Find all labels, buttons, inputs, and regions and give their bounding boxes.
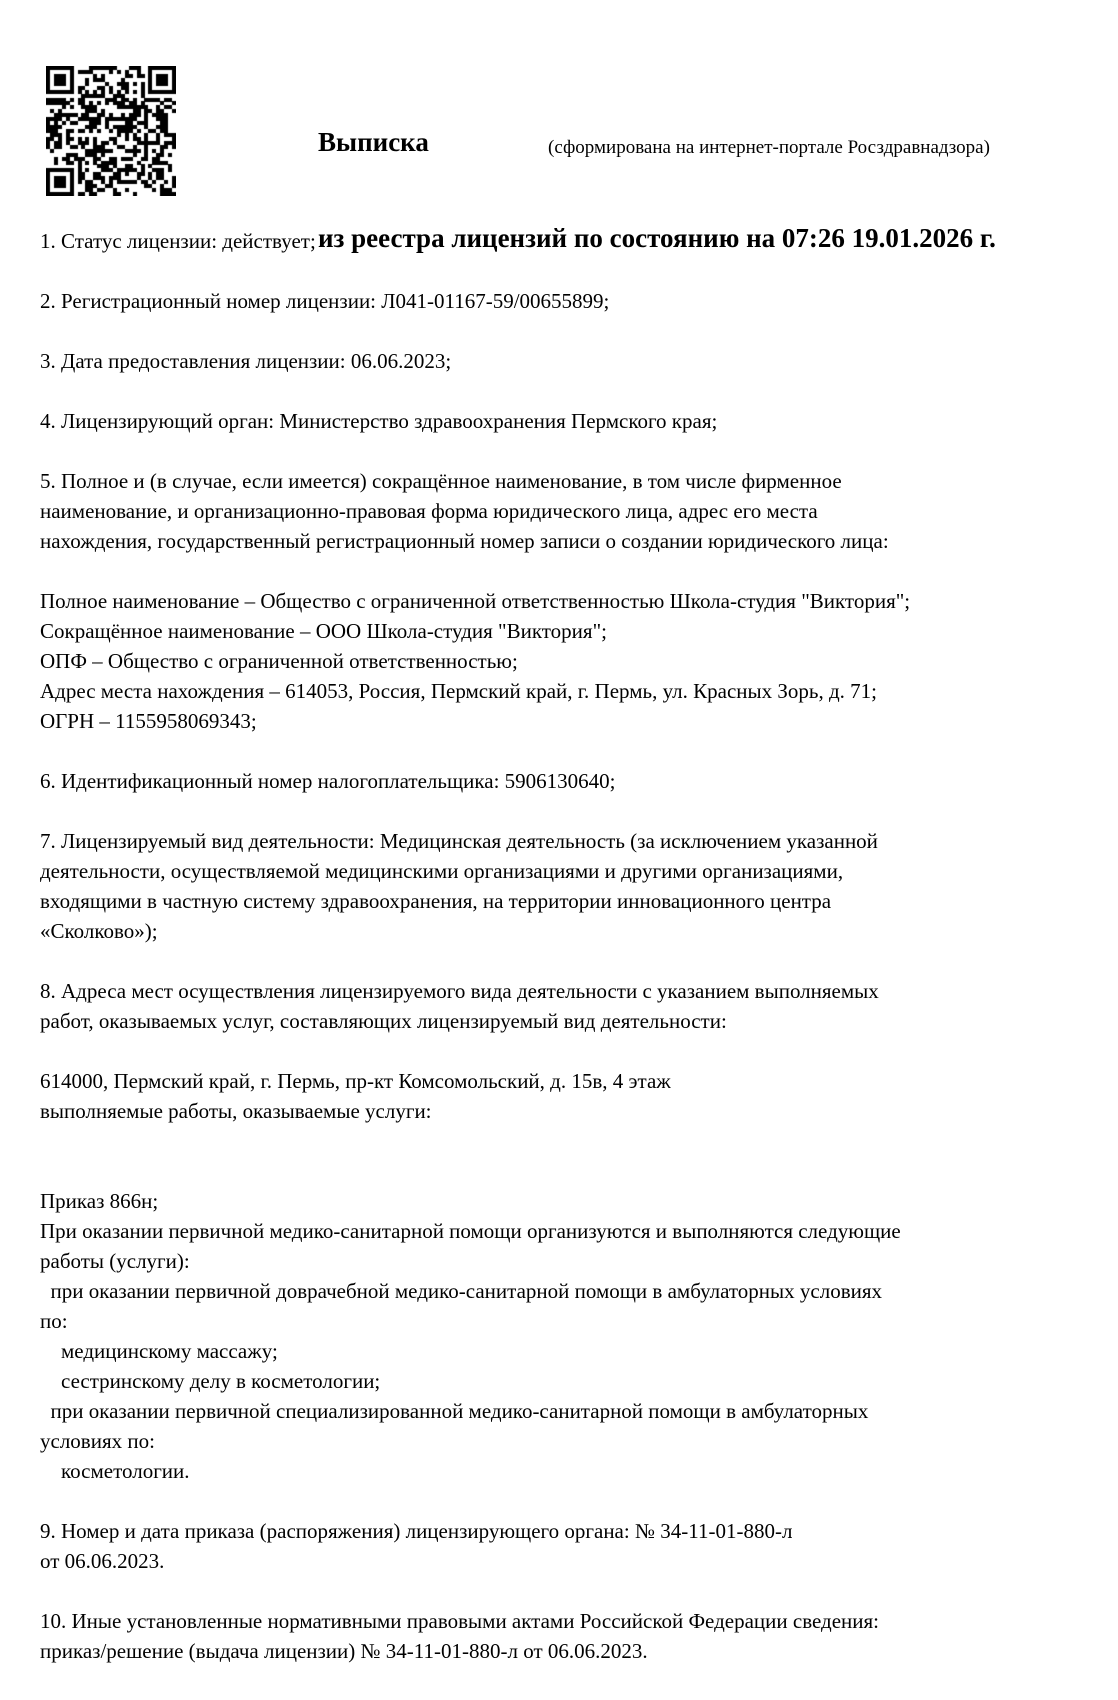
- doc-line-services: при оказании первичной специализированной медико-санитарной помощи в амбулаторных: [40, 1399, 869, 1423]
- doc-line-work-address: 614000, Пермский край, г. Пермь, пр-кт Комсомольский, д. 15в, 4 этаж: [40, 1069, 671, 1093]
- doc-line-status: 1. Статус лицензии: действует;: [40, 229, 316, 253]
- doc-line-inn: 6. Идентификационный номер налогоплательщика: 5906130640;: [40, 769, 616, 793]
- doc-line-item5: нахождения, государственный регистрационный номер записи о создании юридического лица:: [40, 529, 889, 553]
- license-document-body: [40, 226, 1100, 1666]
- document-title-line2: из реестра лицензий по состоянию на 07:26 19.01.2026 г.: [318, 223, 996, 253]
- doc-line-blank: [40, 796, 1100, 826]
- doc-line-item7: деятельности, осуществляемой медицинскими организациями и другими организациями,: [40, 859, 844, 883]
- document-subtitle: (сформирована на интернет-портале Росздравнадзора): [548, 137, 990, 158]
- doc-line-blank: [40, 316, 1100, 346]
- doc-line-opf: ОПФ – Общество с ограниченной ответственностью;: [40, 649, 518, 673]
- doc-line-blank: [40, 436, 1100, 466]
- doc-line-works-header: выполняемые работы, оказываемые услуги:: [40, 1099, 432, 1123]
- doc-line-full-name: Полное наименование – Общество с ограниченной ответственностью Школа-студия "Виктория";: [40, 589, 911, 613]
- doc-line-item7: 7. Лицензируемый вид деятельности: Медицинская деятельность (за исключением указанной: [40, 829, 878, 853]
- doc-line-services: При оказании первичной медико-санитарной помощи организуются и выполняются следующие: [40, 1219, 901, 1243]
- doc-line-item8: работ, оказываемых услуг, составляющих лицензируемый вид деятельности:: [40, 1009, 727, 1033]
- doc-line-item5: наименование, и организационно-правовая форма юридического лица, адрес его места: [40, 499, 818, 523]
- doc-line-other-info: 10. Иные установленные нормативными правовыми актами Российской Федерации сведения:: [40, 1609, 880, 1633]
- doc-line-services: сестринскому делу в косметологии;: [40, 1369, 381, 1393]
- doc-line-item5: 5. Полное и (в случае, если имеется) сокращённое наименование, в том числе фирменное: [40, 469, 842, 493]
- doc-line-services: медицинскому массажу;: [40, 1339, 278, 1363]
- doc-line-blank: [40, 1156, 1100, 1186]
- doc-line-services: косметологии.: [40, 1459, 190, 1483]
- doc-line-services: по:: [40, 1309, 68, 1333]
- doc-line-short-name: Сокращённое наименование – ООО Школа-студия "Виктория";: [40, 619, 607, 643]
- doc-line-blank: [40, 256, 1100, 286]
- doc-line-item8: 8. Адреса мест осуществления лицензируемого вида деятельности с указанием выполняемых: [40, 979, 879, 1003]
- doc-line-order-number: от 06.06.2023.: [40, 1549, 165, 1573]
- doc-line-reg-number: 2. Регистрационный номер лицензии: Л041-01167-59/00655899;: [40, 289, 610, 313]
- doc-line-item7: «Сколково»);: [40, 919, 158, 943]
- doc-line-blank: [40, 1576, 1100, 1606]
- doc-line-blank: [40, 946, 1100, 976]
- doc-line-grant-date: 3. Дата предоставления лицензии: 06.06.2023;: [40, 349, 452, 373]
- doc-line-blank: [40, 1126, 1100, 1156]
- qr-code-icon: [46, 66, 176, 196]
- document-title-line1: Выписка: [318, 127, 429, 157]
- doc-line-blank: [40, 736, 1100, 766]
- doc-line-order-866n: Приказ 866н;: [40, 1189, 159, 1213]
- doc-line-services: при оказании первичной доврачебной медико-санитарной помощи в амбулаторных условиях: [40, 1279, 883, 1303]
- doc-line-licensing-authority: 4. Лицензирующий орган: Министерство здравоохранения Пермского края;: [40, 409, 718, 433]
- doc-line-item7: входящими в частную систему здравоохранения, на территории инновационного центра: [40, 889, 832, 913]
- doc-line-order-number: 9. Номер и дата приказа (распоряжения) лицензирующего органа: № 34-11-01-880-л: [40, 1519, 793, 1543]
- doc-line-address: Адрес места нахождения – 614053, Россия, Пермский край, г. Пермь, ул. Красных Зорь, д. 71;: [40, 679, 877, 703]
- doc-line-blank: [40, 556, 1100, 586]
- doc-line-services: условиях по:: [40, 1429, 155, 1453]
- doc-line-other-info: приказ/решение (выдача лицензии) № 34-11-01-880-л от 06.06.2023.: [40, 1639, 648, 1663]
- doc-line-services: работы (услуги):: [40, 1249, 190, 1273]
- doc-line-blank: [40, 376, 1100, 406]
- doc-line-blank: [40, 1486, 1100, 1516]
- doc-line-ogrn: ОГРН – 1155958069343;: [40, 709, 257, 733]
- doc-line-blank: [40, 1036, 1100, 1066]
